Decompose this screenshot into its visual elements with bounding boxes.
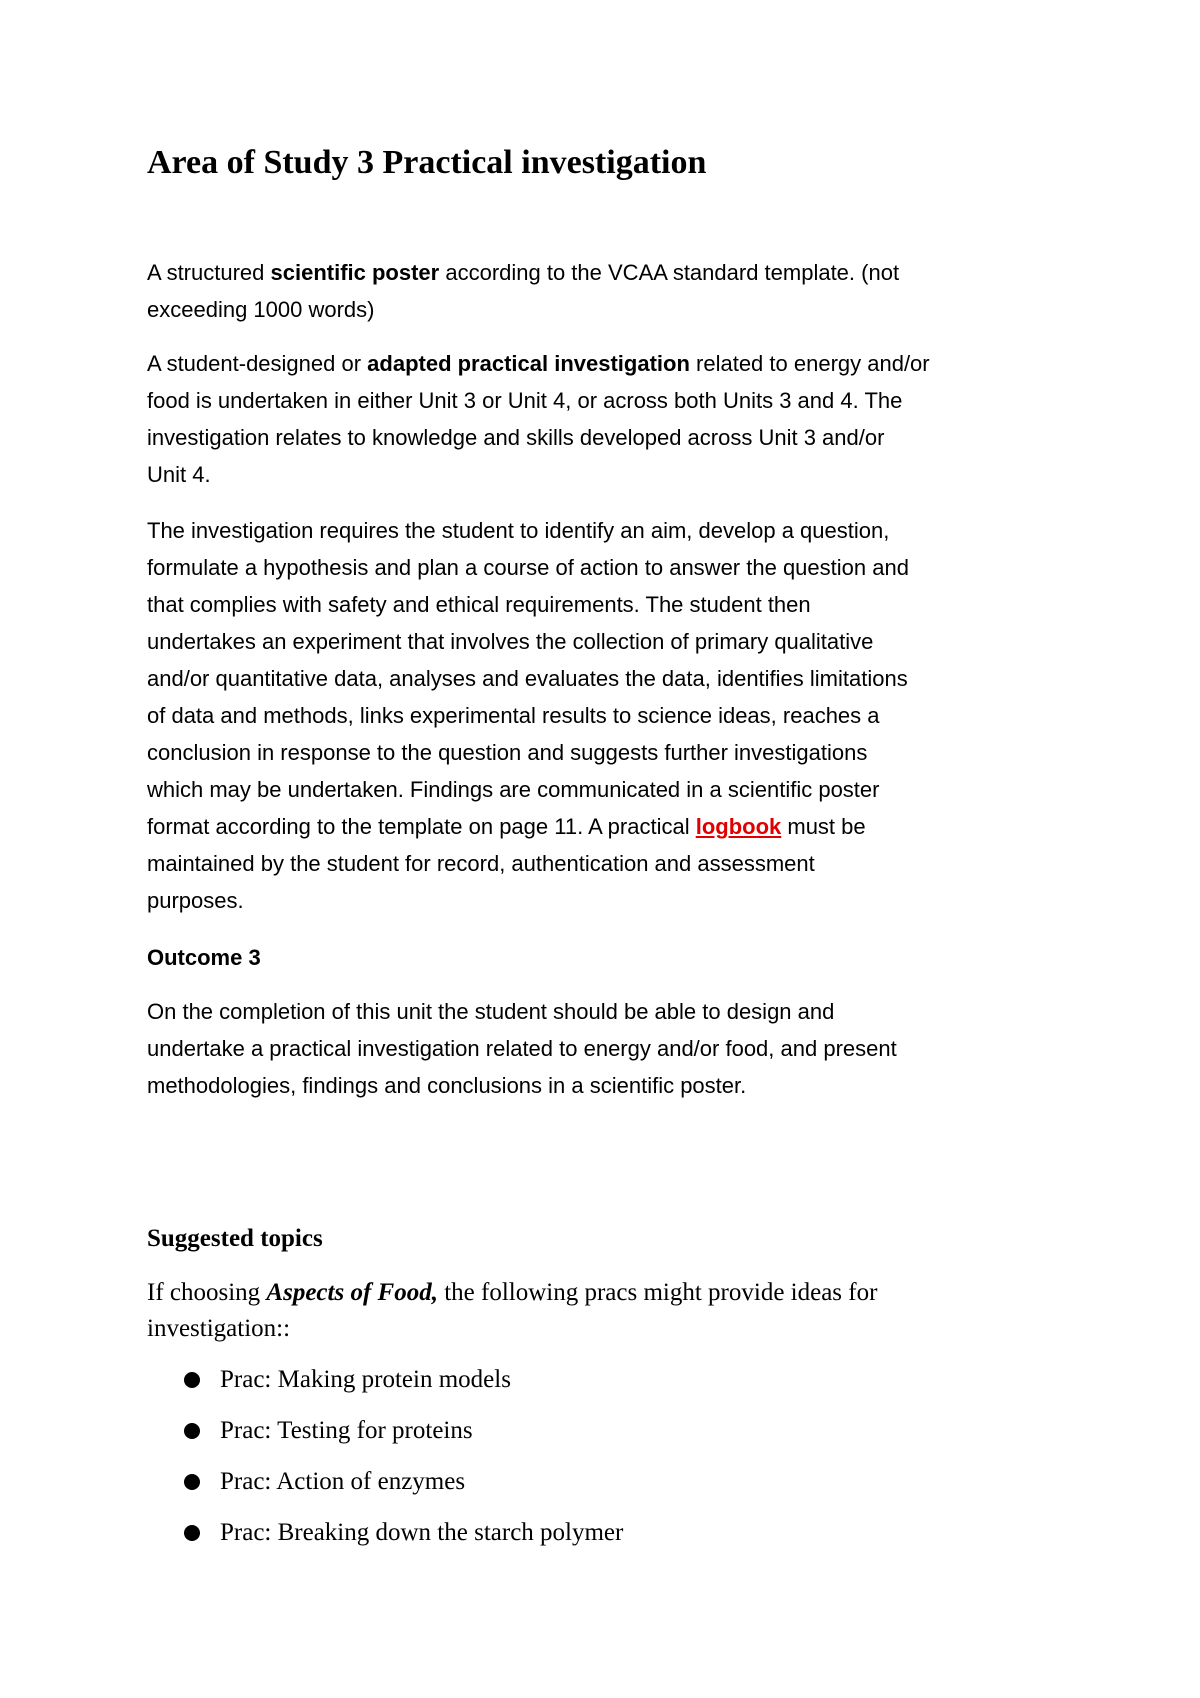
bullet-icon	[184, 1423, 200, 1439]
intro-paragraph	[147, 254, 1077, 328]
outcome-line: On the completion of this unit the student should be able to design and	[147, 999, 835, 1024]
intro-line-1	[147, 254, 1077, 291]
para2-text: A student-designed or	[147, 351, 368, 376]
logbook-link[interactable]: logbook	[695, 814, 782, 839]
page-title: Area of Study 3 Practical investigation	[147, 144, 707, 181]
para3-line: undertakes an experiment that involves the collection of primary qualitative	[147, 629, 874, 654]
para3-text: format according to the template on page 11. A practical	[147, 814, 696, 839]
para2-line-2: food is undertaken in either Unit 3 or Unit 4, or across both Units 3 and 4. The	[147, 388, 903, 413]
para3-line-10: maintained by the student for record, authentication and assessment	[147, 851, 815, 876]
list-item-text: Prac: Action of enzymes	[220, 1468, 466, 1495]
list-item	[184, 1362, 623, 1413]
list-item	[184, 1464, 623, 1515]
para2-line-3: investigation relates to knowledge and skills developed across Unit 3 and/or	[147, 425, 885, 450]
para3-line: The investigation requires the student to identify an aim, develop a question,	[147, 518, 890, 543]
list-item	[184, 1413, 623, 1464]
scientific-poster-term: scientific poster	[270, 260, 440, 285]
suggested-topics-list	[184, 1362, 623, 1566]
outcome-paragraph	[147, 993, 1077, 1104]
intro-line-2: exceeding 1000 words)	[147, 297, 375, 322]
suggested-intro-line-1	[147, 1275, 1077, 1311]
outcome-heading: Outcome 3	[147, 945, 261, 970]
investigation-description-paragraph	[147, 345, 1077, 493]
para3-line: formulate a hypothesis and plan a course of action to answer the question and	[147, 555, 909, 580]
intro-text: according to the VCAA standard template. (not	[439, 260, 900, 285]
suggested-intro-line-2: investigation::	[147, 1315, 291, 1342]
para3-line: that complies with safety and ethical requirements. The student then	[147, 592, 811, 617]
para2-text: related to energy and/or	[689, 351, 930, 376]
para3-line: which may be undertaken. Findings are communicated in a scientific poster	[147, 777, 880, 802]
para3-line: and/or quantitative data, analyses and evaluates the data, identifies limitations	[147, 666, 908, 691]
para2-line-1	[147, 345, 1077, 382]
outcome-line: methodologies, findings and conclusions in a scientific poster.	[147, 1073, 747, 1098]
para3-text: must be	[781, 814, 866, 839]
list-item-text: Prac: Testing for proteins	[220, 1417, 473, 1444]
intro-text: A structured	[147, 260, 271, 285]
suggested-intro-text: If choosing	[147, 1279, 267, 1306]
investigation-requirements-paragraph	[147, 512, 1077, 919]
bullet-icon	[184, 1525, 200, 1541]
para2-line-4: Unit 4.	[147, 462, 211, 487]
aspects-of-food-term: Aspects of Food,	[266, 1279, 438, 1306]
outcome-line: undertake a practical investigation related to energy and/or food, and present	[147, 1036, 897, 1061]
suggested-topics-heading: Suggested topics	[147, 1225, 323, 1252]
suggested-topics-intro	[147, 1275, 1077, 1347]
bullet-icon	[184, 1474, 200, 1490]
para3-line: of data and methods, links experimental results to science ideas, reaches a	[147, 703, 880, 728]
para3-line: conclusion in response to the question and suggests further investigations	[147, 740, 868, 765]
suggested-intro-text: the following pracs might provide ideas for	[437, 1279, 878, 1306]
bullet-icon	[184, 1372, 200, 1388]
list-item-text: Prac: Making protein models	[220, 1366, 511, 1393]
list-item-text: Prac: Breaking down the starch polymer	[220, 1519, 624, 1546]
adapted-investigation-term: adapted practical investigation	[367, 351, 690, 376]
para3-line-11: purposes.	[147, 888, 244, 913]
list-item	[184, 1515, 623, 1566]
para3-line-9	[147, 808, 1077, 845]
